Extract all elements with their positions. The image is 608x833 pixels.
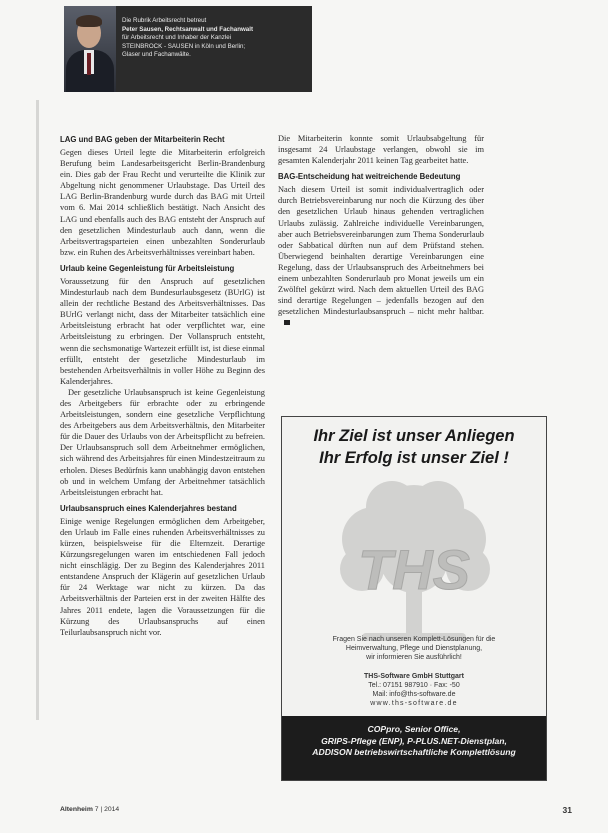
section-text: Einige wenige Regelungen ermöglichen dem Arbeitgeber, den Urlaub im Falle eines ruhenden Arbeitsverhältnisses zu kürzen, beispielsweise für die Elternzeit. Derartige Kürzungsregelungen waren im entschiedenen Fall jedoch nicht einschlägig. Der zu Beginn des Kalenderjahres 2011 entstandene Anspruch der Klägerin auf gesetzlichen Urlaub für 24 Werktage war nicht zu kürzen. Da das Arbeitsverhältnis der Parteien erst in der zweiten Hälfte des Jahres 2011 endete, lagen die Voraussetzungen für die Kürzung des Urlaubsanspruchs auf einen Teilurlaubsanspruch nicht vor. bbox=[60, 516, 265, 637]
ad-product-line: GRIPS-Pflege (ENP), P-PLUS.NET-Dienstplan, bbox=[321, 735, 507, 746]
ad-headline-line: Ihr Erfolg ist unser Ziel ! bbox=[319, 449, 509, 467]
tree-logo-icon bbox=[322, 477, 506, 647]
author-bio-line: Peter Sausen, Rechtsanwalt und Fachanwalt bbox=[122, 25, 254, 33]
author-bio-line: STEINBROCK - SAUSEN in Köln und Berlin; bbox=[122, 42, 246, 50]
ad-mail: Mail: info@ths-software.de bbox=[372, 691, 456, 699]
ad-body-line: Fragen Sie nach unseren Komplett-Lösungen für die bbox=[332, 636, 496, 643]
ad-product-banner bbox=[282, 716, 546, 780]
section-text: Die Mitarbeiterin konnte somit Urlaubsabgeltung für insgesamt 24 Urlaubstage verlangen, obwohl sie im gesamten Kalenderjahr 2011 keinen Tag gearbeitet hatte. bbox=[278, 134, 484, 166]
section-heading: Urlaub keine Gegenleistung für Arbeitsleistung bbox=[60, 263, 235, 273]
page-edge-rule bbox=[36, 100, 39, 720]
ad-product-line: COPpro, Senior Office, bbox=[367, 724, 461, 734]
section-text-body: Nach diesem Urteil ist somit individualvertraglich oder durch Betriebsvereinbarung nur noch die Kürzung des über den gesetzlichen Urlaub hinaus gehenden vertraglichen Urlaubs zulässig. Zahlreiche individuelle Vereinbarungen, aber auch Betriebsvereinbarungen zum Thema Sonderurlaub oder Sabbatical dürften nun auf dem Prüfstand stehen. Überwiegend beinhalten derartige Vereinbarungen eine Regelung, dass der Urlaubsanspruch des Arbeitnehmers bei einem unbezahlten Sonderurlaub pro Monat jeweils um ein Zwölftel gekürzt wird. Nach dem aktuellen Urteil des BAG sind derartige Regelungen – jedenfalls bezogen auf den gesetzlichen Mindesturlaubsanspruch – nicht mehr haltbar. bbox=[278, 185, 484, 317]
section-text: Der gesetzliche Urlaubsanspruch ist keine Gegenleistung des Arbeitgebers für erbrachte oder zu erbringende Arbeitsleistungen, sondern eine gesetzliche Verpflichtung des Arbeitgebers aus dem Arbeitsverhältnis, den Mitarbeiter für die Dauer des Urlaubs von der Arbeitspflicht zu befreien. Der Urlaubsanspruch soll dem Arbeitnehmer ermöglichen, sich während des Arbeitsjahres für einen Mindestzeitraum zu erholen. Dieses Bedürfnis kann unabhängig davon entstehen ob und in welchem Umfang der Arbeitnehmer tatsächlich Arbeitsleistungen erbracht hat. bbox=[60, 387, 265, 497]
publication-info bbox=[60, 806, 119, 813]
page-number: 31 bbox=[562, 805, 572, 815]
section-text bbox=[278, 184, 484, 328]
advertisement bbox=[281, 416, 547, 781]
author-box bbox=[64, 6, 312, 92]
author-bio bbox=[122, 17, 308, 60]
article-end-icon bbox=[284, 320, 290, 325]
author-bio-line: Glaser und Fachanwälte. bbox=[122, 51, 191, 59]
right-column bbox=[278, 133, 484, 335]
ad-website: www.ths-software.de bbox=[370, 700, 458, 708]
ad-headline bbox=[282, 417, 546, 469]
section-text: Gegen dieses Urteil legte die Mitarbeiterin erfolgreich Berufung beim Landesarbeitsgericht Berlin-Brandenburg ein. Dies gab der Frau Recht und verurteilte die Klinik zur Abgeltung nicht genommener Urlaubstage. Das Urteil des LAG Berlin-Brandenburg wurde durch das BAG mit Urteil vom 6. Mai 2014 schließlich bestätigt. Nach Ansicht des LAG und ebenfalls auch des BAG entsteht der Anspruch auf den gesetzlichen Mindesturlaub auch dann, wenn die Arbeitsvertragsparteien einen unbezahlten Sonderurlaub bzw. ein Ruhen des Arbeitsverhältnisses vereinbart haben. bbox=[60, 148, 265, 257]
left-column bbox=[60, 135, 265, 644]
author-bio-line: für Arbeitsrecht und Inhaber der Kanzlei bbox=[122, 34, 232, 42]
section-heading: BAG-Entscheidung hat weitreichende Bedeutung bbox=[278, 172, 461, 182]
ad-body-line: Heimverwaltung, Pflege und Dienstplanung, bbox=[345, 645, 483, 653]
section-heading: Urlaubsanspruch eines Kalenderjahres bestand bbox=[60, 503, 237, 513]
ad-company-name: THS-Software GmbH Stuttgart bbox=[364, 672, 464, 680]
author-photo bbox=[64, 6, 116, 92]
ad-product-line: ADDISON betriebswirtschaftliche Komplettlösung bbox=[312, 747, 516, 758]
publication-name: Altenheim bbox=[60, 806, 93, 813]
ad-body bbox=[282, 635, 546, 708]
section-text: Voraussetzung für den Anspruch auf gesetzlichen Mindesturlaub nach dem Bundesurlaubsgesetz (BUrlG) ist allein der rechtliche Bestand des Arbeitsverhältnisses. Das BUrlG verlangt nicht, dass der Mitarbeiter tatsächlich eine Arbeitsleistung erbracht hat oder verpflichtet war, eine Arbeitsleistung zu erbringen. Der Vollanspruch entsteht, wenn die sechsmonatige Wartezeit erfüllt ist, ist diese einmal erfüllt, entsteht der gesetzliche Mindesturlaub im bestehenden Arbeitsverhältnis in voller Höhe zu Beginn des Kalenderjahres. bbox=[60, 276, 265, 386]
ad-phone: Tel.: 07151 987910 · Fax: -50 bbox=[368, 681, 460, 689]
issue-number: 7 | 2014 bbox=[94, 806, 120, 813]
author-bio-line: Die Rubrik Arbeitsrecht betreut bbox=[122, 17, 207, 24]
section-heading: LAG und BAG geben der Mitarbeiterin Recht bbox=[60, 135, 225, 144]
ad-body-line: wir informieren Sie ausführlich! bbox=[366, 654, 462, 662]
ad-logo-text: THS bbox=[358, 538, 470, 601]
ad-headline-line: Ihr Ziel ist unser Anliegen bbox=[313, 427, 515, 445]
